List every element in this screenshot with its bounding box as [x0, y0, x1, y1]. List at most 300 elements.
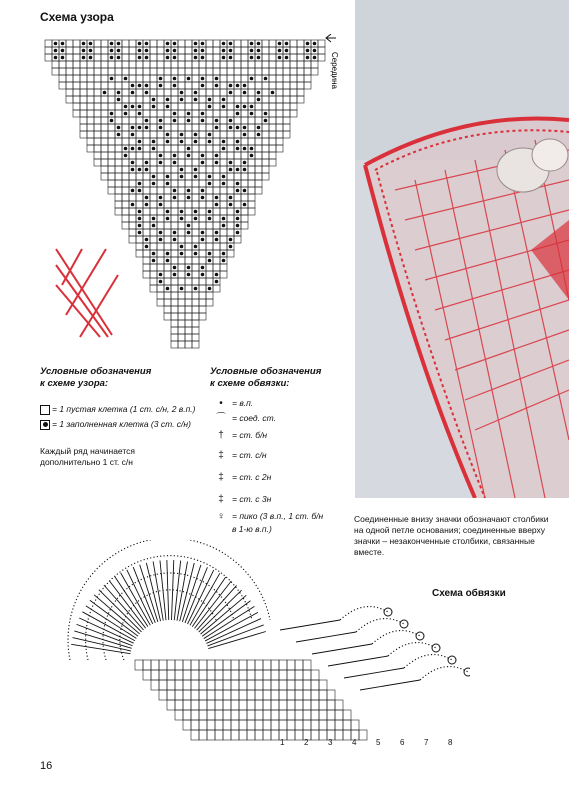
pattern-filled-dot — [166, 252, 170, 256]
pattern-cell — [283, 96, 290, 103]
pattern-cell — [171, 96, 178, 103]
pattern-cell — [185, 313, 192, 320]
legend-dtr-text: = ст. с 3н — [232, 493, 272, 504]
pattern-cell — [248, 131, 255, 138]
pattern-filled-dot — [215, 280, 219, 284]
pattern-cell — [304, 68, 311, 75]
pattern-filled-dot — [215, 154, 219, 158]
pattern-cell — [122, 61, 129, 68]
pattern-cell — [227, 145, 234, 152]
pattern-filled-dot — [215, 203, 219, 207]
pattern-filled-dot — [159, 154, 163, 158]
pattern-cell — [290, 40, 297, 47]
pattern-legend-title-1: Условные обозначения — [40, 366, 152, 377]
pattern-filled-dot — [229, 91, 233, 95]
pattern-cell — [213, 89, 220, 96]
pattern-cell — [234, 152, 241, 159]
pattern-cell — [241, 68, 248, 75]
edging-legend-title-2: к схеме обвязки: — [210, 378, 290, 389]
pattern-cell — [248, 68, 255, 75]
pattern-filled-dot — [208, 210, 212, 214]
pattern-cell — [80, 89, 87, 96]
pattern-cell — [178, 40, 185, 47]
edging-grid-cell — [303, 690, 311, 700]
pattern-cell — [171, 131, 178, 138]
pattern-cell — [87, 68, 94, 75]
pattern-cell — [290, 54, 297, 61]
pattern-cell — [269, 54, 276, 61]
pattern-filled-dot — [243, 161, 247, 165]
edging-grid-cell — [319, 680, 327, 690]
pattern-filled-dot — [243, 203, 247, 207]
pattern-cell — [220, 187, 227, 194]
pattern-cell — [80, 103, 87, 110]
pattern-cell — [241, 40, 248, 47]
edging-grid-cell — [223, 670, 231, 680]
pattern-filled-dot — [222, 147, 226, 151]
edging-grid-cell — [215, 660, 223, 670]
edging-grid-cell — [239, 720, 247, 730]
pattern-filled-dot — [306, 56, 310, 60]
pattern-filled-dot — [159, 203, 163, 207]
pattern-cell — [199, 222, 206, 229]
edging-grid-cell — [191, 710, 199, 720]
edging-grid-cell — [199, 670, 207, 680]
pattern-cell — [129, 173, 136, 180]
edging-grid-cell — [327, 710, 335, 720]
pattern-filled-dot — [285, 49, 289, 53]
edging-grid-cell — [255, 700, 263, 710]
pattern-cell — [122, 159, 129, 166]
edging-grid-cell — [295, 670, 303, 680]
pattern-cell — [220, 159, 227, 166]
pattern-cell — [269, 152, 276, 159]
pattern-filled-dot — [194, 42, 198, 46]
pattern-cell — [157, 243, 164, 250]
pattern-cell — [185, 61, 192, 68]
pattern-cell — [171, 173, 178, 180]
edging-grid-cell — [271, 710, 279, 720]
pattern-cell — [178, 47, 185, 54]
pattern-filled-dot — [229, 56, 233, 60]
pattern-cell — [241, 110, 248, 117]
edging-grid-cell — [183, 690, 191, 700]
pattern-cell — [115, 82, 122, 89]
pattern-filled-dot — [215, 77, 219, 81]
edging-grid-cell — [271, 720, 279, 730]
edging-grid-cell — [207, 710, 215, 720]
edging-grid-cell — [215, 730, 223, 740]
pattern-filled-dot — [222, 98, 226, 102]
edging-chain-arc — [404, 655, 452, 668]
pattern-filled-dot — [187, 189, 191, 193]
pattern-cell — [143, 264, 150, 271]
pattern-filled-dot — [264, 119, 268, 123]
pattern-cell — [199, 243, 206, 250]
pattern-filled-dot — [138, 147, 142, 151]
edging-grid-cell — [247, 690, 255, 700]
pattern-cell — [143, 61, 150, 68]
pattern-cell — [87, 103, 94, 110]
pattern-cell — [185, 138, 192, 145]
pattern-filled-dot — [236, 112, 240, 116]
edging-grid-cell — [207, 700, 215, 710]
pattern-cell — [150, 201, 157, 208]
pattern-filled-dot — [138, 105, 142, 109]
pattern-cell — [206, 292, 213, 299]
pattern-cell — [178, 110, 185, 117]
pattern-filled-dot — [278, 49, 282, 53]
pattern-filled-dot — [236, 189, 240, 193]
pattern-filled-dot — [131, 133, 135, 137]
pattern-cell — [108, 61, 115, 68]
edging-chart — [40, 540, 470, 755]
edging-grid-cell — [335, 710, 343, 720]
pattern-filled-dot — [222, 49, 226, 53]
edging-grid-cell — [167, 670, 175, 680]
pattern-cell — [101, 54, 108, 61]
pattern-filled-dot — [201, 161, 205, 165]
pattern-cell — [108, 145, 115, 152]
pattern-cell — [192, 334, 199, 341]
pattern-cell — [269, 103, 276, 110]
pattern-cell — [283, 103, 290, 110]
pattern-cell — [150, 236, 157, 243]
edging-stitch — [195, 581, 232, 628]
pattern-cell — [283, 110, 290, 117]
pattern-cell — [178, 236, 185, 243]
pattern-cell — [122, 117, 129, 124]
pattern-filled-dot — [208, 182, 212, 186]
pattern-cell — [283, 68, 290, 75]
pattern-cell — [150, 54, 157, 61]
pattern-cell — [199, 173, 206, 180]
edging-grid-cell — [287, 720, 295, 730]
pattern-filled-dot — [208, 252, 212, 256]
pattern-filled-dot — [187, 154, 191, 158]
pattern-cell — [143, 152, 150, 159]
pattern-cell — [157, 138, 164, 145]
edging-grid-cell — [247, 730, 255, 740]
edging-grid-cell — [279, 690, 287, 700]
doily-photo — [355, 0, 569, 498]
edging-grid-cell — [191, 670, 199, 680]
pattern-filled-dot — [208, 217, 212, 221]
pattern-filled-dot — [145, 49, 149, 53]
pattern-cell — [157, 215, 164, 222]
pattern-cell — [171, 341, 178, 348]
edging-grid-cell — [223, 680, 231, 690]
pattern-cell — [129, 215, 136, 222]
pattern-cell — [101, 96, 108, 103]
pattern-filled-dot — [194, 91, 198, 95]
pattern-cell — [213, 187, 220, 194]
pattern-cell — [255, 68, 262, 75]
pattern-cell — [136, 131, 143, 138]
pattern-cell — [80, 82, 87, 89]
pattern-cell — [297, 89, 304, 96]
pattern-cell — [220, 194, 227, 201]
pattern-filled-dot — [145, 119, 149, 123]
middle-label: Середина — [330, 52, 339, 89]
pattern-filled-dot — [145, 168, 149, 172]
edging-grid-cell — [199, 730, 207, 740]
pattern-cell — [150, 208, 157, 215]
pattern-cell — [185, 243, 192, 250]
pattern-cell — [101, 82, 108, 89]
pattern-filled-dot — [222, 175, 226, 179]
edging-chain-arc — [340, 607, 388, 620]
pattern-cell — [283, 89, 290, 96]
pattern-cell — [248, 166, 255, 173]
pattern-filled-dot — [243, 133, 247, 137]
pattern-cell — [101, 166, 108, 173]
pattern-filled-dot — [173, 266, 177, 270]
pattern-cell — [297, 40, 304, 47]
edging-grid-cell — [255, 680, 263, 690]
pattern-filled-dot — [54, 49, 58, 53]
pattern-cell — [199, 103, 206, 110]
pattern-cell — [129, 47, 136, 54]
pattern-filled-dot — [131, 189, 135, 193]
pattern-cell — [115, 145, 122, 152]
pattern-cell — [255, 138, 262, 145]
pattern-cell — [94, 110, 101, 117]
pattern-cell — [164, 299, 171, 306]
pattern-filled-dot — [89, 42, 93, 46]
edging-grid-cell — [311, 720, 319, 730]
pattern-cell — [227, 215, 234, 222]
pattern-cell — [129, 194, 136, 201]
edging-picot — [400, 620, 408, 628]
pattern-cell — [185, 334, 192, 341]
pattern-cell — [136, 201, 143, 208]
edging-grid-cell — [167, 690, 175, 700]
edging-chain-arc — [356, 619, 404, 632]
pattern-cell — [234, 201, 241, 208]
edging-stitch — [280, 620, 340, 630]
pattern-cell — [115, 138, 122, 145]
pattern-cell — [178, 159, 185, 166]
pattern-cell — [150, 271, 157, 278]
edging-grid-cell — [263, 710, 271, 720]
pattern-cell — [304, 82, 311, 89]
pattern-filled-dot — [222, 217, 226, 221]
pattern-cell — [199, 299, 206, 306]
edging-grid-cell — [279, 670, 287, 680]
pattern-cell — [80, 110, 87, 117]
pattern-cell — [164, 145, 171, 152]
pattern-filled-dot — [152, 224, 156, 228]
pattern-cell — [45, 47, 52, 54]
pattern-cell — [157, 250, 164, 257]
pattern-cell — [101, 138, 108, 145]
pattern-cell — [66, 68, 73, 75]
pattern-filled-dot — [166, 287, 170, 291]
edging-grid-cell — [183, 710, 191, 720]
pattern-cell — [178, 201, 185, 208]
pattern-cell — [178, 278, 185, 285]
edging-grid-cell — [175, 690, 183, 700]
pattern-cell — [241, 152, 248, 159]
pattern-cell — [143, 110, 150, 117]
edging-grid-cell — [287, 660, 295, 670]
pattern-cell — [87, 117, 94, 124]
edging-grid-cell — [311, 690, 319, 700]
pattern-cell — [178, 187, 185, 194]
pattern-cell — [185, 201, 192, 208]
pattern-cell — [185, 47, 192, 54]
pattern-cell — [206, 271, 213, 278]
pattern-filled-dot — [229, 203, 233, 207]
pattern-chart-title: Схема узора — [40, 10, 114, 24]
pattern-cell — [157, 173, 164, 180]
pattern-cell — [108, 173, 115, 180]
edging-stitch — [202, 601, 250, 637]
pattern-cell — [136, 194, 143, 201]
pattern-filled-dot — [229, 119, 233, 123]
empty-cell-icon — [40, 405, 50, 415]
pattern-filled-dot — [243, 147, 247, 151]
pattern-filled-dot — [250, 49, 254, 53]
pattern-cell — [129, 180, 136, 187]
pattern-cell — [171, 215, 178, 222]
pattern-cell — [150, 82, 157, 89]
pattern-cell — [248, 201, 255, 208]
pattern-cell — [192, 222, 199, 229]
pattern-filled-dot — [138, 224, 142, 228]
chain-icon: • — [219, 398, 223, 409]
pattern-cell — [164, 61, 171, 68]
pattern-cell — [220, 82, 227, 89]
edging-grid-cell — [231, 680, 239, 690]
pattern-cell — [178, 194, 185, 201]
middle-arrow-icon — [326, 34, 336, 42]
pattern-cell — [241, 194, 248, 201]
pattern-cell — [143, 103, 150, 110]
edging-grid-cell — [223, 700, 231, 710]
pattern-filled-dot — [194, 133, 198, 137]
pattern-cell — [227, 110, 234, 117]
pattern-cell — [115, 166, 122, 173]
pattern-filled-dot — [201, 119, 205, 123]
edging-stitch — [312, 644, 372, 654]
edging-grid-cell — [159, 670, 167, 680]
edging-grid-cell — [231, 720, 239, 730]
pattern-cell — [108, 138, 115, 145]
pattern-cell — [87, 124, 94, 131]
pattern-cell — [234, 159, 241, 166]
pattern-cell — [150, 89, 157, 96]
edging-stitch — [199, 590, 242, 632]
pattern-filled-dot — [152, 259, 156, 263]
pattern-cell — [276, 82, 283, 89]
pattern-cell — [101, 117, 108, 124]
pattern-filled-dot — [215, 126, 219, 130]
pattern-filled-dot — [166, 56, 170, 60]
pattern-cell — [213, 285, 220, 292]
pattern-cell — [227, 131, 234, 138]
pattern-cell — [262, 96, 269, 103]
pattern-cell — [192, 180, 199, 187]
pattern-cell — [164, 166, 171, 173]
pattern-cell — [122, 40, 129, 47]
pattern-cell — [157, 68, 164, 75]
picot-icon: ♀ — [217, 511, 225, 522]
pattern-filled-dot — [117, 49, 121, 53]
pattern-cell — [297, 75, 304, 82]
pattern-filled-dot — [159, 126, 163, 130]
pattern-filled-dot — [159, 84, 163, 88]
pattern-cell — [87, 89, 94, 96]
pattern-cell — [241, 54, 248, 61]
pattern-filled-dot — [194, 245, 198, 249]
pattern-cell — [122, 47, 129, 54]
pattern-cell — [220, 236, 227, 243]
pattern-cell — [220, 131, 227, 138]
edging-grid-cell — [279, 710, 287, 720]
pattern-cell — [94, 131, 101, 138]
edging-grid-cell — [199, 710, 207, 720]
pattern-cell — [220, 229, 227, 236]
edging-row-number: 7 — [424, 738, 429, 747]
pattern-filled-dot — [61, 56, 65, 60]
pattern-cell — [255, 75, 262, 82]
edging-grid-cell — [151, 670, 159, 680]
legend-slip-text: = соед. ст. — [232, 413, 276, 423]
pattern-filled-dot — [152, 252, 156, 256]
pattern-cell — [283, 131, 290, 138]
pattern-filled-dot — [124, 112, 128, 116]
pattern-cell — [185, 131, 192, 138]
pattern-cell — [108, 96, 115, 103]
pattern-cell — [262, 89, 269, 96]
pattern-cell — [122, 96, 129, 103]
pattern-cell — [122, 131, 129, 138]
pattern-filled-dot — [117, 56, 121, 60]
pattern-cell — [150, 68, 157, 75]
edging-grid-cell — [207, 690, 215, 700]
pattern-filled-dot — [306, 42, 310, 46]
pattern-cell — [164, 271, 171, 278]
edging-grid-cell — [351, 720, 359, 730]
pattern-cell — [234, 236, 241, 243]
pattern-cell — [178, 152, 185, 159]
pattern-cell — [213, 250, 220, 257]
pattern-filled-dot — [187, 77, 191, 81]
pattern-filled-dot — [201, 238, 205, 242]
pattern-filled-dot — [201, 49, 205, 53]
pattern-filled-dot — [138, 42, 142, 46]
pattern-cell — [164, 236, 171, 243]
edging-grid-cell — [183, 700, 191, 710]
edging-grid-cell — [271, 660, 279, 670]
pattern-cell — [66, 47, 73, 54]
pattern-cell — [171, 327, 178, 334]
edging-stitch — [344, 668, 404, 678]
pattern-cell — [220, 61, 227, 68]
pattern-filled-dot — [243, 168, 247, 172]
pattern-filled-dot — [166, 42, 170, 46]
pattern-cell — [73, 54, 80, 61]
pattern-cell — [276, 89, 283, 96]
pattern-cell — [150, 47, 157, 54]
pattern-cell — [199, 145, 206, 152]
pattern-cell — [164, 110, 171, 117]
pattern-cell — [101, 47, 108, 54]
pattern-cell — [234, 68, 241, 75]
pattern-cell — [227, 173, 234, 180]
